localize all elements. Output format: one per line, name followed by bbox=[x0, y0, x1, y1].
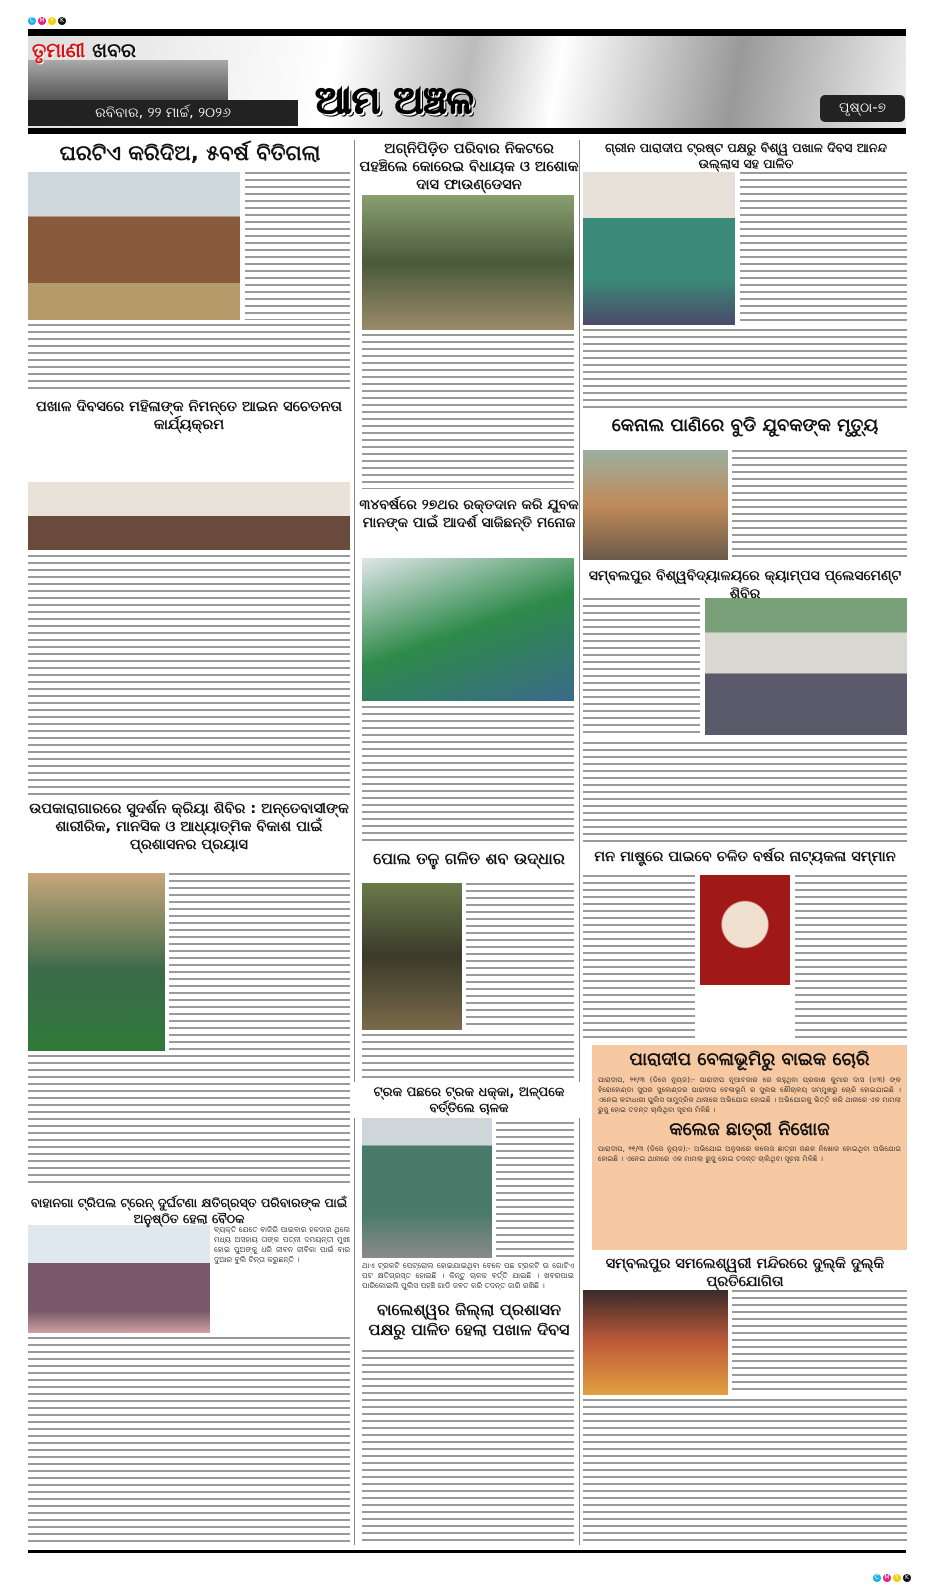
magenta-dot: M bbox=[884, 1574, 890, 1581]
article-text bbox=[583, 742, 907, 844]
magenta-dot: M bbox=[39, 17, 45, 24]
article-text bbox=[583, 598, 700, 738]
black-dot: K bbox=[58, 17, 66, 25]
headline-truck-collision: ଟ୍ରକ ପଛରେ ଟ୍ରକ ଧକ୍କା, ଅଳ୍ପକେ ବର୍ତ୍ତିଲେ ଚାଳକ bbox=[350, 1085, 588, 1118]
photo-bridge-body bbox=[362, 883, 462, 1030]
cmyk-marks-bottom bbox=[873, 1574, 911, 1582]
photo-jail-camp bbox=[28, 873, 165, 1051]
village-illustration bbox=[28, 60, 228, 100]
article-text bbox=[732, 1290, 907, 1395]
bahanaga-article-text: ବ୍ୟକ୍ତି ଯେତେ ବାଜିରି ପାଇବାର ହକଦାର ଥିଲେ ମଧ୍ୟ ଅସହାୟ ତାଙ୍କ ପତ୍ନୀ ଦମୟନ୍ତୀ ମୁଖୀ ହୋଇ ପୁଅଙ୍କୁ ଧରି ଜୀବନ ଜୀବିକା ପାଇଁ ବାର ଦୁଆର ବୁଲି ଚିନ୍ତା କରୁଛନ୍ତି । bbox=[214, 1225, 350, 1264]
cmyk-marks-top bbox=[28, 17, 66, 25]
headline-canal-drowning: କେନାଲ ପାଣିରେ ବୁଡି ଯୁବକଙ୍କ ମୃତ୍ୟୁ bbox=[611, 415, 879, 436]
headline-blood-donor: ୩୪ବର୍ଷରେ ୨୭ଥର ରକ୍ତଦାନ କରି ଯୁବକ ମାନଙ୍କ ପାଇଁ ଆଦର୍ଶ ସାଜିଛନ୍ତି ମନୋଜ bbox=[359, 497, 579, 531]
photo-legal-awareness bbox=[28, 482, 350, 550]
article-text bbox=[583, 329, 907, 409]
article-text bbox=[362, 1350, 574, 1545]
brand-part: ମାଣୀ bbox=[46, 38, 86, 62]
brand-logo bbox=[32, 38, 136, 62]
yellow-dot: Y bbox=[48, 17, 56, 25]
photo-pakhala-lunch bbox=[583, 172, 735, 325]
headline-house: ଘରଟିଏ କରିଦିଅ, ୫ବର୍ଷ ବିତିଗଲା bbox=[59, 141, 321, 165]
truck-article-text: ଥାଏ ଟ୍ରକଟି ପେଟ୍ରୋଲ ହୋଇଯାଇଥିବା ବେଳେ ପଛ ଟ୍ରକଟି ଉ ଗୋଟିଏ ପଟ କ୍ଷତିଗ୍ରସ୍ତ ହୋଇଛି । କିନ୍ତୁ ଚାଳକ ବର୍ତ୍ତି ଯାଇଛି । ଖବରପାଇ ପାରିକୋଇଲି ପୁଲିସ ପହଞ୍ଚି ଗାଡି ଜବତ କରି ତଦନ୍ତ ଜାରି ରଖିଛି । bbox=[362, 1261, 574, 1290]
article-text bbox=[583, 1399, 907, 1545]
headline-women-legal: ପଖାଳ ଦିବସରେ ମହିଳାଙ୍କ ନିମନ୍ତେ ଆଇନ ସଚେତନତା କାର୍ଯ୍ୟକ୍ରମ bbox=[35, 399, 343, 434]
photo-canal bbox=[583, 450, 728, 560]
headline-bahanaga: ବାହାନଗା ଟ୍ରିପଲ ଟ୍ରେନ୍ ଦୁର୍ଘଟଣା କ୍ଷତିଗ୍ରସ୍ତ ପରିବାରଙ୍କ ପାଇଁ ଅନୁଷ୍ଠିତ ହେଲା ବୈଠକ bbox=[30, 1195, 348, 1226]
article-text bbox=[28, 1055, 350, 1187]
yellow-dot: Y bbox=[893, 1574, 901, 1582]
photo-fire-visit bbox=[362, 195, 574, 330]
section-title: ଆମ ଅଞ୍ଚଳ bbox=[315, 78, 474, 122]
brand-part: ଖବର bbox=[85, 38, 136, 62]
headline-dalkhai-contest: ସମ୍ବଲପୁର ସମଲେଶ୍ୱରୀ ମନ୍ଦିରରେ ଦୁଲ୍କି ଦୁଲ୍କି ପ୍ରତିଯୋଗିତା bbox=[605, 1256, 885, 1291]
top-rule bbox=[28, 29, 906, 36]
headline-campus-placement: ସମ୍ବଲପୁର ବିଶ୍ୱବିଦ୍ୟାଳୟରେ କ୍ୟାମ୍ପସ ପ୍ଲେସମେଣ୍ଟ ଶିବିର bbox=[588, 568, 902, 602]
black-dot: K bbox=[903, 1574, 911, 1582]
article-text bbox=[28, 555, 350, 795]
missing-article-text: ପାରାଦୀପ, ୨୧/୩ (ଡିଜେ ନ୍ୟୁଜ):- ଅଭିଯୋଗ ଅନୁସାରେ କଲେଜ ଛାତ୍ରୀ ଜଣକ ନିଖୋଜ ହୋଇଥିବା ଅଭିଯୋଗ ହୋଇଛି । ଏନେଇ ଥାନାରେ ଏକ ମାମଲା ରୁଜୁ ହୋଇ ତଦନ୍ତ ଚାଲିଥିବା ସୂଚନା ମିଳିଛି । bbox=[598, 1144, 901, 1163]
article-text bbox=[583, 875, 695, 1040]
cyan-dot: C bbox=[874, 1574, 880, 1581]
article-text bbox=[496, 1108, 574, 1258]
article-text bbox=[732, 450, 907, 560]
headline-green-paradip: ଗ୍ରୀନ ପାରାଦୀପ ଟ୍ରଷ୍ଟ ପକ୍ଷରୁ ବିଶ୍ୱ ପଖାଳ ଦିବସ ଆନନ୍ଦ ଉଲ୍ଲାସ ସହ ପାଳିତ bbox=[605, 140, 887, 171]
bottom-rule bbox=[28, 1550, 906, 1553]
headline-balasore-pakhala: ବାଲେଶ୍ୱର ଜିଲ୍ଲା ପ୍ରଶାସନ ପକ୍ଷରୁ ପାଳିତ ହେଲା ପଖାଳ ଦିବସ bbox=[368, 1300, 570, 1339]
article-text bbox=[795, 875, 907, 1040]
article-text bbox=[245, 172, 350, 320]
article-text bbox=[169, 873, 350, 1051]
headline-bike-theft: ପାରାଦୀପ ବେଳାଭୂମିରୁ ବାଇକ ଚୋରି bbox=[629, 1049, 870, 1070]
article-text bbox=[362, 334, 574, 489]
issue-date: ରବିବାର, ୨୨ ମାର୍ଚ୍ଚ, ୨୦୨୬ bbox=[28, 100, 298, 126]
photo-unfinished-house bbox=[28, 172, 240, 320]
photo-blood-donation bbox=[362, 558, 574, 701]
bike-article-text: ପାରାଦୀପ, ୨୧/୩ (ଡିଜେ ନ୍ୟୁଜ):- ପାରାଦୀପ ନୂଆବଜାର ରେ ରହୁଥିବା ପ୍ରକାଶ କୁମାର ଦାସ (୪୩) ଙ୍କ ହିରୋହୋଣ୍ଡା ସୁପର ସ୍ପ୍ଲେଣ୍ଡର ପାରାଦୀପ ବେଳାଭୂମି ର ସୁଲଭ ଶୌଚାଳୟ ସମ୍ମୁଖରୁ ଚୋରି ହୋଇଯାଇଛି । ଏନେଇ କଟାଧାରୀ ପୁଲିସ ସାମୁଦ୍ରିକ ଥାନାରେ ଅଭିଯୋଗ ହୋଇଛି । ଅଭିଯୋଗକୁ ଭିତ୍ତି କରି ଥାନାରେ ଏକ ମାମଲା ରୁଜୁ ହୋଇ ତଦନ୍ତ ଚାଲିଥିବା ସୂଚନା ମିଳିଛି । bbox=[598, 1074, 901, 1114]
article-text bbox=[466, 883, 574, 1030]
cyan-dot: C bbox=[29, 17, 35, 24]
headline-fire-victims: ଅଗ୍ନିପିଡ଼ିତ ପରିବାର ନିକଟରେ ପହଞ୍ଚିଲେ କୋରେଇ ବିଧାୟକ ଓ ଅଶୋକ ଦାସ ଫାଉଣ୍ଡେସନ bbox=[359, 141, 579, 194]
photo-campus-group bbox=[705, 598, 907, 735]
article-text bbox=[28, 1337, 350, 1545]
brand-part: ତୃ bbox=[32, 38, 47, 62]
highlight-box bbox=[592, 1045, 907, 1250]
headline-jail-camp: ଉପକାରାଗାରରେ ସୁଦର୍ଶନ କ୍ରିୟା ଶିବିର : ଅନ୍ତେବାସୀଙ୍କ ଶାରୀରିକ, ମାନସିକ ଓ ଆଧ୍ୟାତ୍ମିକ ବିକାଶ ପାଇଁ ପ୍ରଶାସନର ପ୍ରୟାସ bbox=[29, 801, 349, 854]
photo-meeting bbox=[28, 1225, 210, 1333]
article-text bbox=[362, 1034, 574, 1080]
portrait-mana-master bbox=[700, 875, 790, 985]
column-divider bbox=[354, 1108, 355, 1545]
article-text bbox=[740, 172, 907, 325]
column-divider bbox=[579, 140, 580, 1082]
article-text bbox=[362, 706, 574, 844]
headline-decomposed-body: ପୋଲ ତଳୁ ଗଳିତ ଶବ ଉଦ୍ଧାର bbox=[373, 849, 565, 868]
masthead-bottom-rule bbox=[28, 128, 906, 134]
photo-truck bbox=[362, 1108, 492, 1258]
headline-missing-student: କଲେଜ ଛାତ୍ରୀ ନିଖୋଜ bbox=[669, 1118, 830, 1140]
headline-drama-award: ମନ ମାଷ୍ଟ୍ରେ ପାଇବେ ଚଳିତ ବର୍ଷର ନାଟ୍ୟକଳା ସମ୍ମାନ bbox=[594, 849, 896, 865]
article-text bbox=[28, 324, 350, 394]
page-number: ପୃଷ୍ଠା-୭ bbox=[820, 95, 905, 122]
photo-dance-stage bbox=[583, 1290, 728, 1395]
column-divider bbox=[354, 140, 355, 1082]
